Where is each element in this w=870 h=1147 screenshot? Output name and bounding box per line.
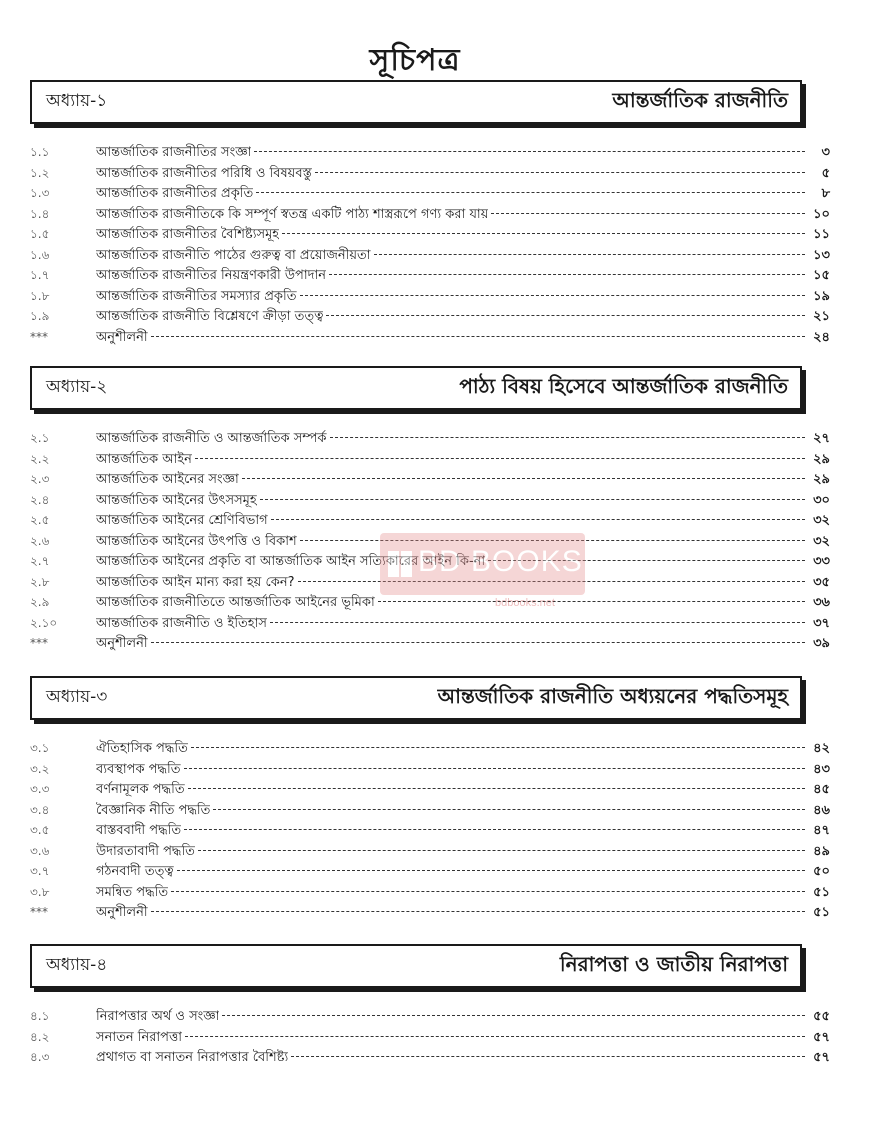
page-number: ৩০ [813, 492, 830, 508]
section-number: ১.২ [30, 165, 50, 180]
section-topic: সনাতন নিরাপত্তা [96, 1029, 183, 1045]
section-number: ১.৭ [30, 268, 50, 282]
section-number: ২.৭ [30, 554, 50, 568]
toc-entry[interactable] [30, 469, 830, 490]
toc-entry[interactable] [30, 204, 830, 225]
dot-leader [291, 1056, 805, 1057]
toc-entry[interactable] [30, 902, 830, 923]
chapter-header [30, 676, 802, 720]
toc-entry[interactable] [30, 1006, 830, 1027]
section-number: ৩.৩ [30, 782, 50, 796]
section-number: ২.৯ [30, 595, 50, 609]
section-number: ২.৬ [30, 533, 50, 548]
section-number: ৩.২ [30, 761, 50, 776]
toc-entry[interactable] [30, 1027, 830, 1048]
section-topic: আন্তর্জাতিক রাজনীতির সমস্যার প্রকৃতি [96, 288, 297, 304]
dot-leader [330, 437, 805, 438]
page-number: ২৯ [813, 451, 830, 467]
section-number: ১.৮ [30, 288, 50, 303]
toc-entry[interactable] [30, 327, 830, 348]
section-number: ৩.৪ [30, 802, 50, 817]
page-number: ২৯ [813, 472, 830, 487]
dot-leader [260, 499, 805, 500]
page-number: ৩৭ [813, 615, 830, 631]
section-number: ২.১০ [30, 615, 58, 630]
page-number: ১১ [813, 227, 830, 242]
section-topic: আন্তর্জাতিক রাজনীতিকে কি সম্পূর্ণ স্বতন্ত্র একটি পাঠ্য শাস্ত্ররূপে গণ্য করা যায় [96, 206, 489, 222]
toc-entry[interactable] [30, 449, 830, 470]
dot-leader [151, 911, 805, 912]
toc-entry[interactable] [30, 759, 830, 780]
section-number: ১.৫ [30, 227, 50, 241]
page-number: ১৯ [813, 288, 830, 304]
section-topic: আন্তর্জাতিক আইনের উৎসসমূহ [96, 492, 257, 508]
chapter-1 [30, 80, 830, 347]
chapter-header [30, 366, 802, 410]
page-number: ২১ [813, 309, 830, 324]
page-number: ৫৫ [813, 1009, 830, 1024]
toc-entry[interactable] [30, 1047, 830, 1068]
dot-leader [254, 151, 805, 152]
section-topic: আন্তর্জাতিক আইনের সংজ্ঞা [96, 472, 239, 487]
chapter-label: অধ্যায়-৪ [46, 955, 108, 975]
section-topic: বাস্তববাদী পদ্ধতি [96, 823, 182, 838]
section-topic: অনুশীলনী [96, 905, 148, 920]
chapter-title: পাঠ্য বিষয় হিসেবে আন্তর্জাতিক রাজনীতি [459, 373, 788, 398]
dot-leader [300, 295, 806, 296]
toc-entry[interactable] [30, 841, 830, 862]
section-number: ৪.১ [30, 1009, 50, 1023]
section-topic: বৈজ্ঞানিক নীতি পদ্ধতি [96, 802, 211, 818]
chapter-header [30, 944, 802, 988]
page-number: ৩৯ [813, 636, 830, 651]
section-number: ৩.১ [30, 741, 50, 755]
section-topic: আন্তর্জাতিক আইনের শ্রেণিবিভাগ [96, 513, 268, 528]
toc-entry[interactable] [30, 306, 830, 327]
section-number: ২.৪ [30, 492, 50, 507]
dot-leader [271, 519, 805, 520]
dot-leader [270, 622, 805, 623]
section-topic: আন্তর্জাতিক আইন [96, 451, 192, 467]
chapter-3 [30, 676, 830, 923]
page-number: ৫১ [813, 884, 830, 900]
section-number: ৩.৬ [30, 843, 50, 858]
section-number: ১.১ [30, 145, 50, 159]
dot-leader [378, 601, 805, 602]
section-topic: আন্তর্জাতিক আইনের প্রকৃতি বা আন্তর্জাতিক আইন সত্যিকারের আইন কি-না [96, 554, 486, 569]
chapter-4 [30, 944, 830, 1068]
dot-leader [326, 315, 805, 316]
section-number: ১.৬ [30, 247, 50, 262]
dot-leader [374, 254, 805, 255]
page-number: ২৭ [813, 431, 830, 446]
section-number: ৪.২ [30, 1029, 50, 1044]
section-number: ২.১ [30, 431, 50, 445]
toc-entry[interactable] [30, 738, 830, 759]
chapter-title: আন্তর্জাতিক রাজনীতি [612, 87, 788, 112]
section-number: *** [30, 636, 48, 650]
section-number: ৩.৫ [30, 823, 50, 837]
chapter-label: অধ্যায়-২ [46, 377, 108, 397]
toc-entry[interactable] [30, 265, 830, 286]
page-number: ৩২ [813, 513, 830, 528]
toc-entry[interactable] [30, 551, 830, 572]
section-topic: গঠনবাদী তত্ত্ব [96, 864, 174, 879]
page-number: ১৩ [813, 247, 830, 263]
dot-leader [242, 478, 805, 479]
chapter-label: অধ্যায়-১ [46, 91, 108, 111]
section-topic: আন্তর্জাতিক আইন মান্য করা হয় কেন? [96, 574, 295, 590]
toc-entry[interactable] [30, 245, 830, 266]
section-topic: উদারতাবাদী পদ্ধতি [96, 843, 195, 859]
dot-leader [315, 172, 805, 173]
toc-entry-list [30, 428, 830, 654]
watermark-url: bdbooks.net [495, 597, 555, 609]
page-number: ২৪ [813, 329, 830, 345]
section-topic: প্রথাগত বা সনাতন নিরাপত্তার বৈশিষ্ট্য [96, 1050, 289, 1065]
page-number: ৪৬ [813, 802, 830, 818]
toc-entry[interactable] [30, 183, 830, 204]
page-number: ৫৭ [813, 1029, 830, 1045]
section-topic: আন্তর্জাতিক রাজনীতির নিয়ন্ত্রণকারী উপাদান [96, 268, 326, 283]
page-number: ৩৫ [813, 574, 830, 590]
section-topic: আন্তর্জাতিক রাজনীতিতে আন্তর্জাতিক আইনের ভূমিকা [96, 595, 375, 610]
dot-leader [256, 192, 805, 193]
section-topic: আন্তর্জাতিক রাজনীতির বৈশিষ্ট্যসমূহ [96, 227, 280, 242]
page-number: ৩২ [813, 533, 830, 549]
dot-leader [151, 336, 805, 337]
dot-leader [184, 829, 805, 830]
section-number: *** [30, 905, 48, 919]
dot-leader [488, 560, 805, 561]
toc-entry[interactable] [30, 490, 830, 511]
dot-leader [195, 458, 805, 459]
page-number: ৫০ [813, 864, 830, 879]
toc-entry-list [30, 738, 830, 923]
section-topic: অনুশীলনী [96, 329, 148, 345]
dot-leader [213, 809, 805, 810]
toc-entry[interactable] [30, 633, 830, 654]
watermark-text: BD BOOKS [418, 545, 583, 578]
section-number: ৪.৩ [30, 1050, 50, 1064]
section-number: *** [30, 329, 48, 344]
section-topic: আন্তর্জাতিক রাজনীতির পরিধি ও বিষয়বস্তু [96, 165, 312, 181]
dot-leader [300, 540, 805, 541]
section-topic: ঐতিহাসিক পদ্ধতি [96, 741, 188, 756]
dot-leader [184, 768, 806, 769]
toc-entry[interactable] [30, 779, 830, 800]
dot-leader [198, 850, 805, 851]
chapter-2 [30, 366, 830, 654]
section-topic: সমন্বিত পদ্ধতি [96, 884, 169, 900]
dot-leader [191, 747, 805, 748]
dot-leader [222, 1015, 805, 1016]
page-number: ৪৯ [813, 843, 830, 859]
section-topic: আন্তর্জাতিক রাজনীতি ও ইতিহাস [96, 615, 267, 631]
page-number: ৪৭ [813, 823, 830, 838]
section-topic: আন্তর্জাতিক রাজনীতির সংজ্ঞা [96, 145, 252, 160]
section-number: ২.৮ [30, 574, 50, 589]
page-number: ১০ [813, 206, 830, 222]
page-number: ৮ [821, 186, 830, 201]
toc-entry[interactable] [30, 592, 830, 613]
toc-entry[interactable] [30, 163, 830, 184]
toc-entry[interactable] [30, 224, 830, 245]
page-number: ৪৫ [813, 782, 830, 797]
dot-leader [329, 274, 805, 275]
dot-leader [282, 233, 805, 234]
section-topic: অনুশীলনী [96, 636, 148, 651]
toc-entry[interactable] [30, 531, 830, 552]
section-topic: আন্তর্জাতিক আইনের উৎপত্তি ও বিকাশ [96, 533, 297, 549]
dot-leader [491, 213, 805, 214]
toc-entry[interactable] [30, 613, 830, 634]
toc-entry[interactable] [30, 572, 830, 593]
chapter-label: অধ্যায়-৩ [46, 687, 108, 707]
section-number: ৩.৭ [30, 864, 50, 878]
toc-entry-list [30, 142, 830, 347]
section-number: ৩.৮ [30, 884, 50, 899]
dot-leader [188, 788, 805, 789]
dot-leader [151, 642, 805, 643]
toc-entry[interactable] [30, 428, 830, 449]
page-number: ১৫ [813, 268, 830, 283]
dot-leader [185, 1036, 805, 1037]
section-topic: আন্তর্জাতিক রাজনীতি পাঠের গুরুত্ব বা প্রয়োজনীয়তা [96, 247, 371, 263]
section-topic: আন্তর্জাতিক রাজনীতি ও আন্তর্জাতিক সম্পর্ক [96, 431, 327, 446]
section-topic: আন্তর্জাতিক রাজনীতি বিশ্লেষণে ক্রীড়া তত্ত্ব [96, 309, 324, 324]
section-number: ১.৪ [30, 206, 50, 221]
toc-entry[interactable] [30, 820, 830, 841]
toc-entry-list [30, 1006, 830, 1068]
toc-entry[interactable] [30, 510, 830, 531]
section-number: ১.৯ [30, 309, 50, 323]
section-topic: ব্যবস্থাপক পদ্ধতি [96, 761, 181, 777]
toc-entry[interactable] [30, 861, 830, 882]
page-number: ৩৬ [813, 595, 830, 610]
toc-entry[interactable] [30, 142, 830, 163]
page-title: সূচিপত্র [369, 43, 461, 78]
section-number: ২.৩ [30, 472, 50, 486]
section-number: ২.৫ [30, 513, 50, 527]
chapter-title: আন্তর্জাতিক রাজনীতি অধ্যয়নের পদ্ধতিসমূহ [437, 683, 788, 708]
page-number: ৪২ [813, 741, 830, 756]
toc-entry[interactable] [30, 800, 830, 821]
chapter-title: নিরাপত্তা ও জাতীয় নিরাপত্তা [559, 951, 788, 976]
chapter-header [30, 80, 802, 124]
page-number: ৫ [821, 165, 830, 181]
section-topic: আন্তর্জাতিক রাজনীতির প্রকৃতি [96, 186, 254, 201]
section-topic: বর্ণনামূলক পদ্ধতি [96, 782, 185, 797]
page-number: ৫১ [813, 905, 830, 920]
page-number: ৩৩ [813, 554, 830, 569]
section-number: ২.২ [30, 451, 50, 466]
page-number: ৪৩ [813, 761, 830, 777]
dot-leader [171, 891, 805, 892]
dot-leader [177, 870, 805, 871]
page-number: ৫৭ [813, 1050, 830, 1065]
toc-entry[interactable] [30, 286, 830, 307]
dot-leader [298, 581, 806, 582]
section-topic: নিরাপত্তার অর্থ ও সংজ্ঞা [96, 1009, 220, 1024]
page-number: ৩ [821, 145, 830, 160]
toc-entry[interactable] [30, 882, 830, 903]
section-number: ১.৩ [30, 186, 50, 200]
